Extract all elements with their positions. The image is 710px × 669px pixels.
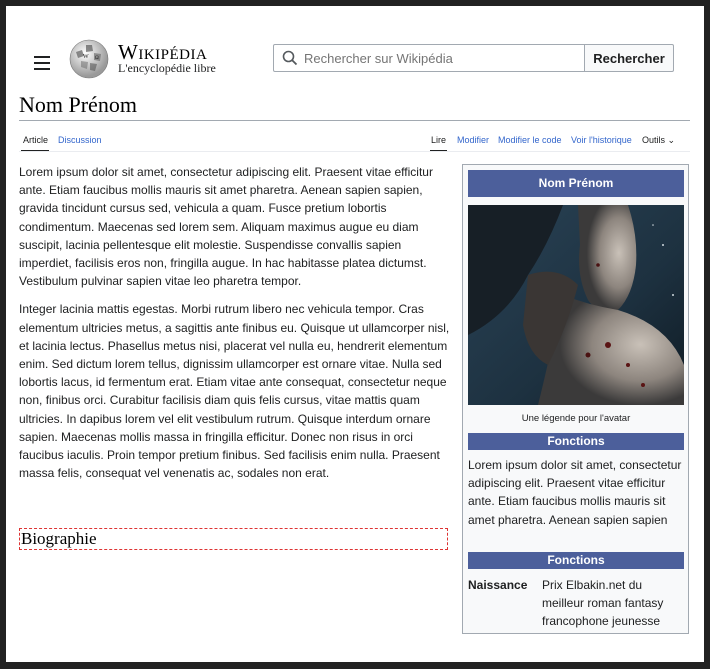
title-divider: [19, 120, 690, 121]
search-button[interactable]: Rechercher: [584, 44, 674, 72]
infobox-title: Nom Prénom: [468, 170, 684, 197]
paragraph: Integer lacinia mattis egestas. Morbi rutrum libero nec vehicula tempor. Cras elementum ultricies metus, a sagittis ante finibus eu. Quisque ut ullamcorper nisl, et lacinia lectus. Phasellus metus nisi, placerat vel nulla eu, hendrerit elementum enim. Sed dictum lorem tellus, dignissim ullamcorper est ornare vitae. Nulla sed lobortis lacus, id fermentum erat. Etiam vitae ante consequat, consectetur neque non, finibus orci. Curabitur facilisis diam quis felis cursus, vitae mattis quam ultricies. In dapibus lorem vel elit vestibulum rutrum. Quisque interdum ornare sapien. Maecenas mollis massa in fringilla efficitur. Donec non risus in orci faucibus iaculis. Proin tempor pretium finibus. Sed facilisis enim nulla. Praesent massa felis, consequat vel venenatis ac, sodales non erat.: [19, 302, 450, 481]
tabs-divider: [19, 151, 690, 152]
wikipedia-wordmark[interactable]: Wikipédia: [118, 40, 208, 64]
search-input[interactable]: [304, 45, 580, 71]
tab-article[interactable]: Article: [23, 135, 49, 145]
tab-read[interactable]: Lire: [431, 135, 447, 145]
tab-tools-label: Outils: [642, 135, 666, 145]
paragraph: Lorem ipsum dolor sit amet, consectetur adipiscing elit. Praesent vitae efficitur ante. Etiam faucibus mollis mauris sit amet pharetra. Aenean sapien sapien, gravida tincidunt cursus sed, vehicula a quam. Fusce pretium lobortis condimentum. Maecenas sed lorem sem. Aliquam maximus augue eu diam suscipit, lacinia pellentesque elit molestie. Suspendisse convallis sapien imperdiet, facilisis eros non, fringilla augue. In hac habitasse platea dictumst. Vestibulum pulvinar sapien vitae leo pharetra tempor.: [19, 165, 433, 289]
infobox-section-header: Fonctions: [468, 552, 684, 569]
section-heading-biographie: Biographie: [19, 528, 448, 550]
svg-text:Ω: Ω: [95, 56, 99, 61]
infobox-avatar-image[interactable]: [468, 205, 684, 405]
infobox: [462, 164, 689, 634]
chevron-down-icon: ⌄: [667, 135, 676, 145]
browser-page: [6, 6, 704, 662]
infobox-image-caption: Une légende pour l'avatar: [521, 413, 631, 424]
article-body: [19, 163, 451, 492]
hamburger-menu-icon[interactable]: [34, 56, 50, 70]
tab-tools[interactable]: [642, 135, 675, 146]
search-icon: [282, 50, 298, 66]
tab-discussion[interactable]: Discussion: [58, 135, 102, 145]
infobox-row-label: Naissance: [468, 578, 528, 592]
tab-edit-source[interactable]: Modifier le code: [498, 135, 562, 145]
infobox-section-header: Fonctions: [468, 433, 684, 450]
tab-edit[interactable]: Modifier: [457, 135, 490, 145]
search-field[interactable]: [273, 44, 585, 72]
svg-text:W: W: [83, 54, 89, 60]
wikipedia-tagline: L'encyclopédie libre: [118, 61, 216, 75]
infobox-row-value: Prix Elbakin.net du meilleur roman fantasy francophone jeunesse: [542, 578, 664, 629]
page-title: Nom Prénom: [19, 92, 137, 117]
infobox-section-text: Lorem ipsum dolor sit amet, consectetur adipiscing elit. Praesent vitae efficitur ante. Etiam faucibus mollis mauris sit amet pharetra. Aenean sapien sapien: [468, 458, 682, 527]
tab-history[interactable]: Voir l'historique: [571, 135, 632, 145]
wikipedia-globe-logo[interactable]: [68, 38, 110, 80]
